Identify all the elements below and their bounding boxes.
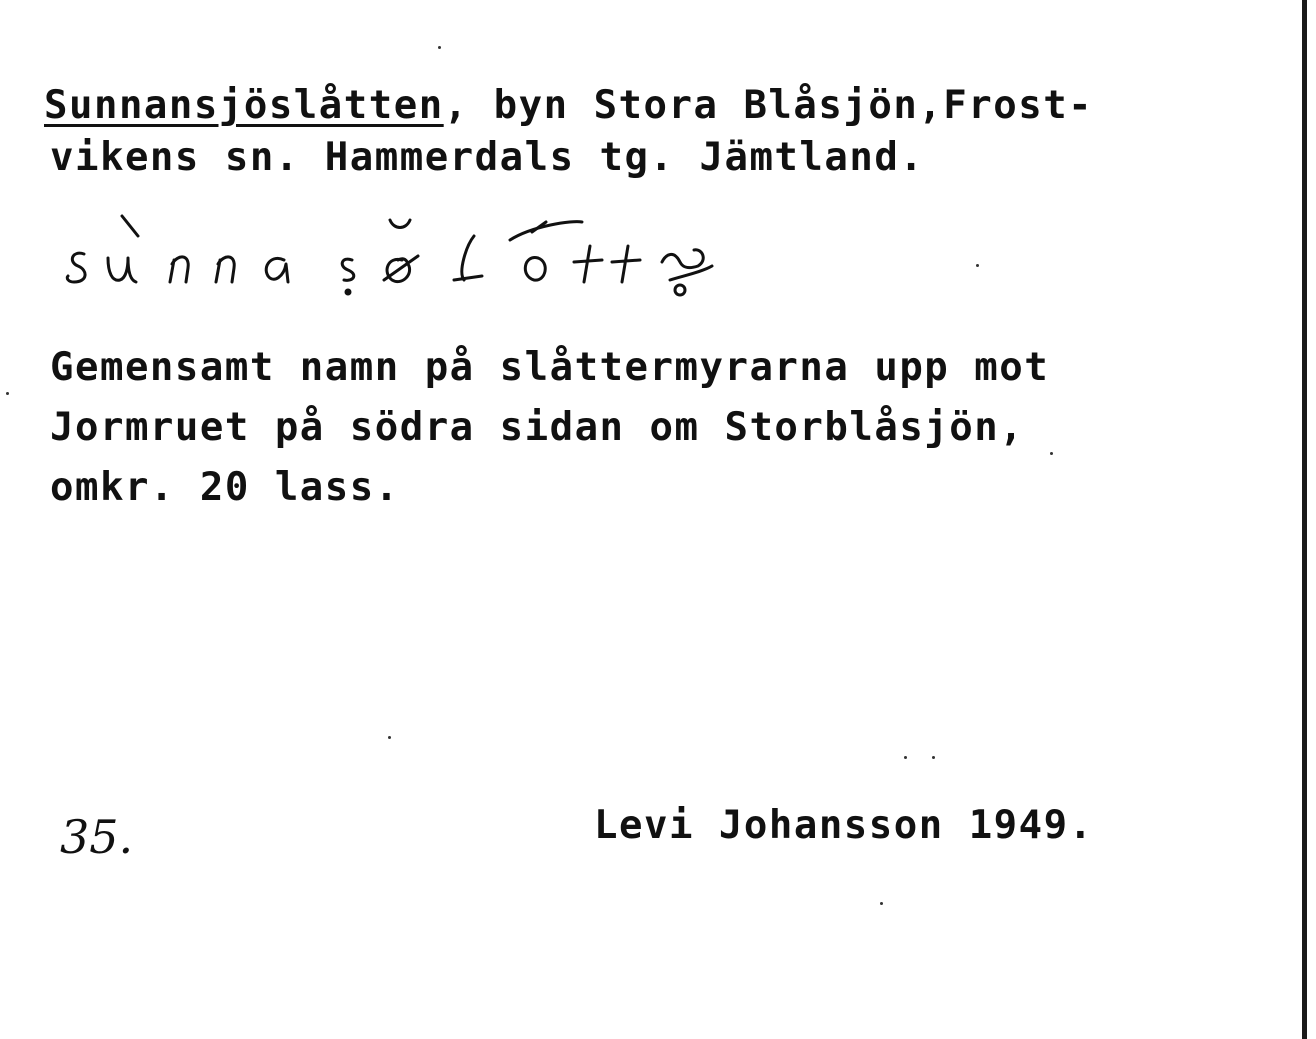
speck [976,264,979,267]
handwritten-pronunciation [62,210,822,300]
pronunciation-drawing [62,210,822,300]
header-line-2: vikens sn. Hammerdals tg. Jämtland. [50,135,925,180]
body-line-1: Gemensamt namn på slåttermyrarna upp mot [50,345,1050,390]
speck [1050,452,1053,455]
card-edge-line [1302,0,1307,1039]
headword: Sunnansjöslåtten [44,83,444,128]
speck [904,756,907,759]
card-number: 35. [60,810,134,864]
author-signature: Levi Johansson 1949. [594,803,1094,848]
body-line-2: Jormruet på södra sidan om Storblåsjön, [50,405,1025,450]
speck [880,902,883,905]
speck [388,736,391,739]
speck [932,756,935,759]
body-line-3: omkr. 20 lass. [50,465,400,510]
header-location: , byn Stora Blåsjön,Frost- [443,83,1094,128]
header-line-1 [44,83,1094,128]
speck [438,46,441,49]
speck [6,392,9,395]
